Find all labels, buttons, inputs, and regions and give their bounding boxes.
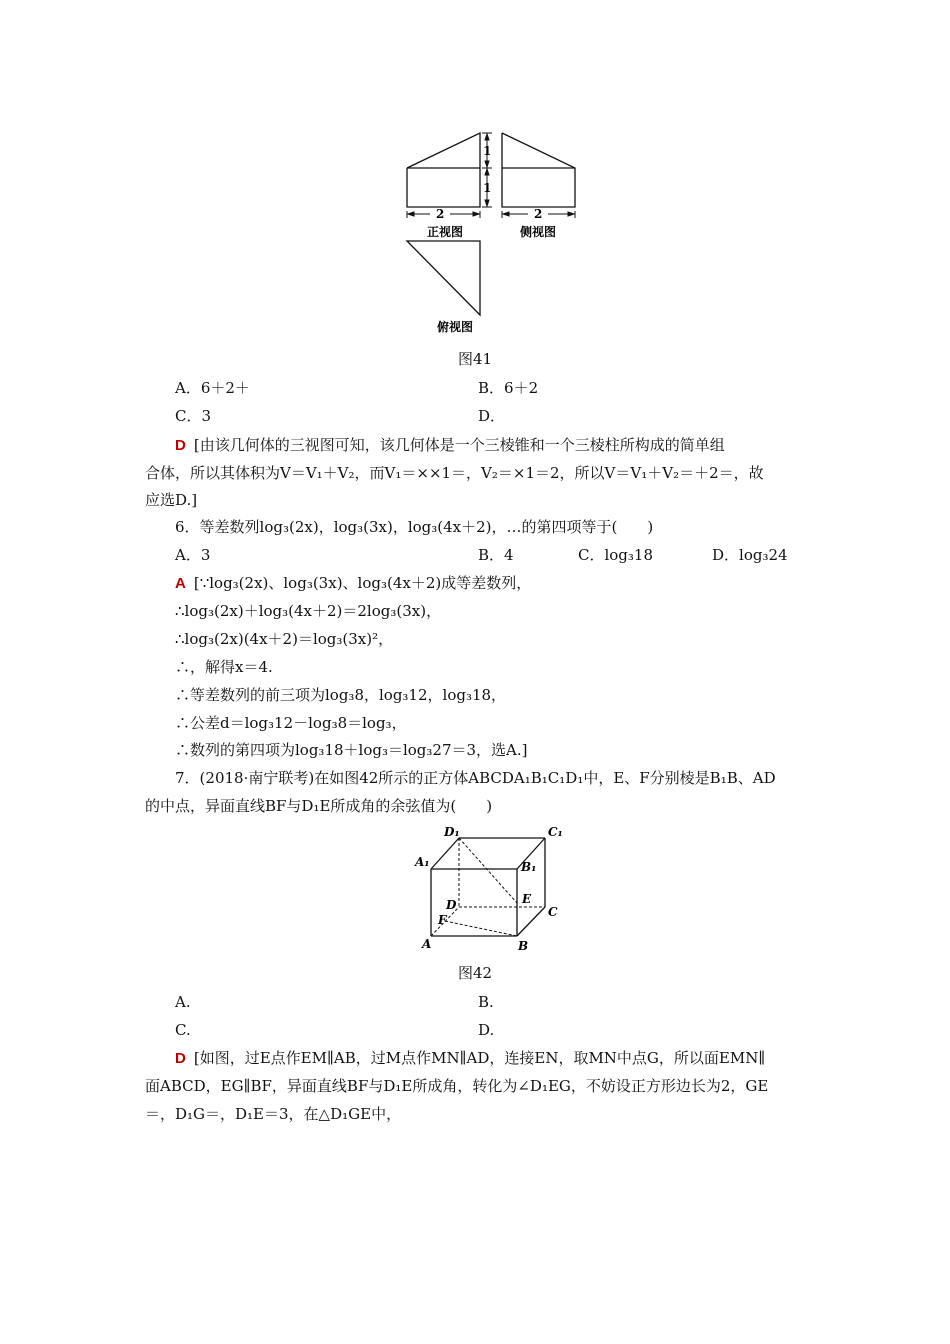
q6-solution-line4: ∴，解得x＝4. [175, 658, 273, 676]
vertex-c1: C₁ [548, 825, 563, 839]
q6-option-c: C．log₃18 [578, 546, 654, 564]
q6-solution-line2: ∴log₃(2x)＋log₃(4x＋2)＝2log₃(3x)， [175, 602, 442, 620]
width-dimension [407, 211, 575, 218]
q5-solution-line3: 应选D.] [145, 491, 198, 509]
q7-answer: D [175, 1050, 186, 1067]
point-f: F [438, 913, 447, 927]
q7-stem-line1: 7．(2018·南宁联考)在如图42所示的正方体ABCDA₁B₁C₁D₁中，E、F分别棱是B₁B、AD [175, 769, 776, 787]
q6-solution-line3: ∴log₃(2x)(4x＋2)＝log₃(3x)²， [175, 630, 394, 648]
q5-option-a: A．6＋2＋ [175, 379, 250, 397]
vertex-b1: B₁ [521, 860, 537, 874]
vertex-c: C [548, 905, 558, 919]
cube-hidden-lines [431, 838, 545, 936]
point-e: E [522, 892, 532, 906]
dim-label-1a: 1 [483, 144, 492, 158]
q6-solution [175, 573, 531, 594]
q5-option-b: B．6＋2 [478, 379, 539, 397]
vertex-d: D [446, 898, 457, 912]
q6-option-d: D．log₃24 [712, 546, 788, 564]
q6-solution-line6: ∴公差d＝log₃12－log₃8＝log₃， [175, 714, 407, 732]
q7-option-a: A. [175, 993, 191, 1011]
q7-solution-line2: 面ABCD，EG∥BF，异面直线BF与D₁E所成角，转化为∠D₁EG，不妨设正方形边长为2，GE [145, 1077, 769, 1095]
dim-label-2a: 2 [436, 207, 445, 221]
side-view-label: 侧视图 [520, 225, 557, 239]
cube-figure [410, 822, 570, 954]
q7-solution [175, 1048, 765, 1069]
side-view-diagram [502, 133, 575, 207]
q6-solution-line1: [∵log₃(2x)、log₃(3x)、log₃(4x＋2)成等差数列， [193, 574, 532, 592]
cube-edges [431, 838, 545, 936]
q7-option-b: B. [478, 993, 494, 1011]
q7-option-c: C. [175, 1021, 191, 1039]
front-view-diagram [407, 133, 480, 207]
vertex-a: A [422, 937, 432, 951]
top-view-label: 俯视图 [437, 320, 474, 334]
q7-stem-line2: 的中点，异面直线BF与D₁E所成角的余弦值为( ) [145, 797, 493, 815]
q6-stem: 6．等差数列log₃(2x)，log₃(3x)，log₃(4x＋2)，…的第四项等于( ) [175, 518, 654, 536]
q5-solution-line2: 合体，所以其体积为V＝V₁＋V₂，而V₁＝××1＝，V₂＝×1＝2，所以V＝V₁＋V₂＝＋2＝，故 [145, 464, 764, 482]
q7-solution-line1: [如图，过E点作EM∥AB，过M点作MN∥AD，连接EN，取MN中点G，所以面EMN∥ [193, 1049, 766, 1067]
q7-option-d: D. [478, 1021, 495, 1039]
q5-solution-line1: [由该几何体的三视图可知，该几何体是一个三棱锥和一个三棱柱所构成的简单组 [193, 436, 725, 454]
figure-41-caption: 图41 [457, 350, 493, 368]
q7-solution-line3: ＝，D₁G＝，D₁E＝3，在△D₁GE中， [145, 1105, 402, 1123]
q6-option-b: B．4 [478, 546, 514, 564]
q5-answer: D [175, 437, 186, 454]
q5-solution [175, 435, 725, 456]
dim-label-2b: 2 [534, 207, 543, 221]
q6-solution-line7: ∴数列的第四项为log₃18＋log₃＝log₃27＝3，选A.] [175, 741, 528, 759]
vertex-a1: A₁ [415, 855, 430, 869]
q6-answer: A [175, 575, 186, 592]
top-view-diagram [407, 241, 480, 315]
figure-42-caption: 图42 [457, 964, 493, 982]
front-view-label: 正视图 [427, 225, 464, 239]
three-view-figure [395, 125, 595, 340]
q5-option-d: D． [478, 407, 506, 425]
vertex-b: B [518, 939, 529, 953]
q6-solution-line5: ∴等差数列的前三项为log₃8，log₃12，log₃18， [175, 686, 507, 704]
q5-option-c: C．3 [175, 407, 212, 425]
vertex-d1: D₁ [444, 825, 460, 839]
dim-label-1b: 1 [483, 181, 492, 195]
q6-option-a: A．3 [175, 546, 211, 564]
